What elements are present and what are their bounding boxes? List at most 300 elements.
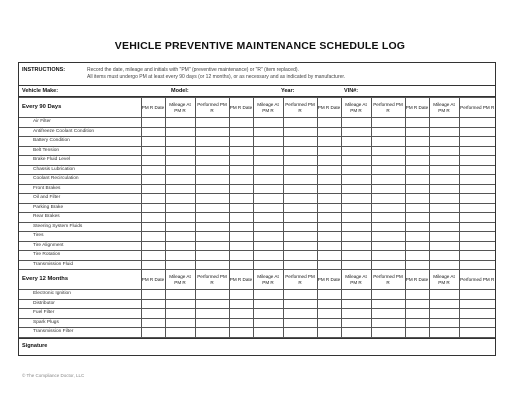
log-entry-cell[interactable] xyxy=(253,137,283,147)
log-entry-cell[interactable] xyxy=(195,290,229,300)
log-entry-cell[interactable] xyxy=(405,137,429,147)
log-entry-cell[interactable] xyxy=(141,251,165,261)
log-entry-cell[interactable] xyxy=(165,251,195,261)
log-entry-cell[interactable] xyxy=(371,232,405,242)
log-entry-cell[interactable] xyxy=(459,309,495,319)
log-entry-cell[interactable] xyxy=(459,232,495,242)
log-entry-cell[interactable] xyxy=(459,118,495,128)
log-entry-cell[interactable] xyxy=(317,156,341,166)
log-entry-cell[interactable] xyxy=(253,222,283,232)
log-entry-cell[interactable] xyxy=(429,203,459,213)
log-entry-cell[interactable] xyxy=(229,146,253,156)
log-entry-cell[interactable] xyxy=(405,118,429,128)
log-entry-cell[interactable] xyxy=(341,232,371,242)
maintenance-item-label: Tire Rotation xyxy=(19,251,141,261)
section-label: Every 90 Days xyxy=(19,98,141,118)
log-entry-cell[interactable] xyxy=(459,156,495,166)
log-entry-cell[interactable] xyxy=(229,213,253,223)
log-entry-cell[interactable] xyxy=(229,299,253,309)
log-entry-cell[interactable] xyxy=(341,184,371,194)
table-row xyxy=(19,328,495,338)
log-entry-cell[interactable] xyxy=(253,184,283,194)
page-title: VEHICLE PREVENTIVE MAINTENANCE SCHEDULE LOG xyxy=(114,40,406,52)
log-entry-cell[interactable] xyxy=(459,290,495,300)
log-entry-cell[interactable] xyxy=(165,260,195,270)
log-entry-cell[interactable] xyxy=(195,184,229,194)
log-entry-cell[interactable] xyxy=(317,213,341,223)
log-entry-cell[interactable] xyxy=(195,241,229,251)
log-entry-cell[interactable] xyxy=(405,251,429,261)
log-entry-cell[interactable] xyxy=(371,184,405,194)
log-entry-cell[interactable] xyxy=(283,137,317,147)
log-entry-cell[interactable] xyxy=(405,194,429,204)
log-entry-cell[interactable] xyxy=(165,232,195,242)
log-entry-cell[interactable] xyxy=(229,118,253,128)
log-entry-cell[interactable] xyxy=(459,213,495,223)
maintenance-item-label: Chassis Lubrication xyxy=(19,165,141,175)
log-entry-cell[interactable] xyxy=(283,127,317,137)
section-header-row xyxy=(19,98,495,118)
log-entry-cell[interactable] xyxy=(253,260,283,270)
maintenance-item-label: Tire Alignment xyxy=(19,241,141,251)
log-entry-cell[interactable] xyxy=(165,222,195,232)
table-row xyxy=(19,127,495,137)
maintenance-item-label: Parking Brake xyxy=(19,203,141,213)
log-entry-cell[interactable] xyxy=(195,251,229,261)
log-entry-cell[interactable] xyxy=(341,318,371,328)
log-entry-cell[interactable] xyxy=(317,165,341,175)
log-entry-cell[interactable] xyxy=(429,175,459,185)
log-entry-cell[interactable] xyxy=(283,299,317,309)
log-entry-cell[interactable] xyxy=(459,328,495,338)
log-entry-cell[interactable] xyxy=(165,318,195,328)
log-entry-cell[interactable] xyxy=(459,260,495,270)
log-entry-cell[interactable] xyxy=(371,318,405,328)
log-entry-cell[interactable] xyxy=(141,146,165,156)
log-entry-cell[interactable] xyxy=(371,165,405,175)
log-entry-cell[interactable] xyxy=(429,232,459,242)
table-row xyxy=(19,309,495,319)
log-entry-cell[interactable] xyxy=(195,137,229,147)
log-entry-cell[interactable] xyxy=(229,165,253,175)
log-entry-cell[interactable] xyxy=(195,232,229,242)
log-entry-cell[interactable] xyxy=(459,251,495,261)
maintenance-item-label: Transmission Fluid xyxy=(19,260,141,270)
column-header: Mileage At PM R xyxy=(429,270,459,290)
log-entry-cell[interactable] xyxy=(229,290,253,300)
log-entry-cell[interactable] xyxy=(459,184,495,194)
log-entry-cell[interactable] xyxy=(341,260,371,270)
log-entry-cell[interactable] xyxy=(229,241,253,251)
log-entry-cell[interactable] xyxy=(253,156,283,166)
log-entry-cell[interactable] xyxy=(371,203,405,213)
log-entry-cell[interactable] xyxy=(459,318,495,328)
log-entry-cell[interactable] xyxy=(229,251,253,261)
maintenance-item-label: Antifreeze Coolant Condition xyxy=(19,127,141,137)
log-entry-cell[interactable] xyxy=(283,328,317,338)
log-entry-cell[interactable] xyxy=(429,290,459,300)
log-entry-cell[interactable] xyxy=(429,118,459,128)
log-entry-cell[interactable] xyxy=(141,241,165,251)
log-entry-cell[interactable] xyxy=(195,146,229,156)
column-header: PM R Date xyxy=(317,270,341,290)
log-entry-cell[interactable] xyxy=(195,260,229,270)
log-entry-cell[interactable] xyxy=(141,318,165,328)
log-entry-cell[interactable] xyxy=(195,213,229,223)
log-entry-cell[interactable] xyxy=(195,194,229,204)
log-entry-cell[interactable] xyxy=(405,213,429,223)
log-entry-cell[interactable] xyxy=(371,175,405,185)
log-entry-cell[interactable] xyxy=(229,127,253,137)
vehicle-vin-label: VIN#: xyxy=(344,88,359,94)
log-entry-cell[interactable] xyxy=(459,241,495,251)
log-entry-cell[interactable] xyxy=(165,290,195,300)
log-entry-cell[interactable] xyxy=(371,137,405,147)
log-entry-cell[interactable] xyxy=(141,156,165,166)
table-row xyxy=(19,146,495,156)
log-entry-cell[interactable] xyxy=(253,290,283,300)
log-entry-cell[interactable] xyxy=(141,203,165,213)
column-header: PM R Date xyxy=(405,270,429,290)
maintenance-item-label: Rear Brakes xyxy=(19,213,141,223)
log-entry-cell[interactable] xyxy=(341,175,371,185)
log-entry-cell[interactable] xyxy=(141,213,165,223)
log-entry-cell[interactable] xyxy=(141,127,165,137)
log-entry-cell[interactable] xyxy=(253,232,283,242)
log-entry-cell[interactable] xyxy=(429,260,459,270)
log-entry-cell[interactable] xyxy=(317,194,341,204)
log-entry-cell[interactable] xyxy=(195,156,229,166)
column-header: Performed PM R xyxy=(195,98,229,118)
column-header: Performed PM R xyxy=(283,270,317,290)
log-entry-cell[interactable] xyxy=(405,222,429,232)
log-entry-cell[interactable] xyxy=(341,309,371,319)
vehicle-make-label: Vehicle Make: xyxy=(22,88,59,94)
log-entry-cell[interactable] xyxy=(317,328,341,338)
log-entry-cell[interactable] xyxy=(405,290,429,300)
table-row xyxy=(19,165,495,175)
log-entry-cell[interactable] xyxy=(195,299,229,309)
log-entry-cell[interactable] xyxy=(429,241,459,251)
log-entry-cell[interactable] xyxy=(341,127,371,137)
log-entry-cell[interactable] xyxy=(317,318,341,328)
log-entry-cell[interactable] xyxy=(229,309,253,319)
column-header: Performed PM R xyxy=(459,98,495,118)
column-header: PM R Date xyxy=(405,98,429,118)
maintenance-item-label: Transmission Filter xyxy=(19,328,141,338)
log-entry-cell[interactable] xyxy=(459,146,495,156)
log-entry-cell[interactable] xyxy=(317,260,341,270)
maintenance-item-label: Electronic Ignition xyxy=(19,290,141,300)
log-entry-cell[interactable] xyxy=(371,328,405,338)
log-entry-cell[interactable] xyxy=(459,203,495,213)
signature-row xyxy=(19,338,495,355)
log-entry-cell[interactable] xyxy=(253,213,283,223)
log-entry-cell[interactable] xyxy=(141,184,165,194)
log-entry-cell[interactable] xyxy=(341,213,371,223)
log-entry-cell[interactable] xyxy=(253,175,283,185)
log-entry-cell[interactable] xyxy=(195,165,229,175)
log-entry-cell[interactable] xyxy=(429,309,459,319)
log-entry-cell[interactable] xyxy=(283,251,317,261)
table-row xyxy=(19,290,495,300)
log-entry-cell[interactable] xyxy=(317,232,341,242)
log-entry-cell[interactable] xyxy=(405,127,429,137)
log-entry-cell[interactable] xyxy=(405,203,429,213)
log-entry-cell[interactable] xyxy=(405,184,429,194)
log-entry-cell[interactable] xyxy=(317,203,341,213)
log-entry-cell[interactable] xyxy=(283,146,317,156)
log-entry-cell[interactable] xyxy=(141,328,165,338)
signature-label: Signature xyxy=(22,342,48,349)
maintenance-item-label: Tires xyxy=(19,232,141,242)
log-entry-cell[interactable] xyxy=(165,146,195,156)
column-header: Mileage At PM R xyxy=(253,270,283,290)
log-entry-cell[interactable] xyxy=(371,127,405,137)
log-entry-cell[interactable] xyxy=(405,318,429,328)
log-entry-cell[interactable] xyxy=(195,203,229,213)
log-entry-cell[interactable] xyxy=(459,194,495,204)
log-entry-cell[interactable] xyxy=(341,328,371,338)
log-entry-cell[interactable] xyxy=(283,203,317,213)
maintenance-item-label: Air Filter xyxy=(19,118,141,128)
log-entry-cell[interactable] xyxy=(459,175,495,185)
table-row xyxy=(19,260,495,270)
log-entry-cell[interactable] xyxy=(317,309,341,319)
log-entry-cell[interactable] xyxy=(371,156,405,166)
log-entry-cell[interactable] xyxy=(253,318,283,328)
table-row xyxy=(19,318,495,328)
log-entry-cell[interactable] xyxy=(371,118,405,128)
log-entry-cell[interactable] xyxy=(165,137,195,147)
log-entry-cell[interactable] xyxy=(141,290,165,300)
log-entry-cell[interactable] xyxy=(229,260,253,270)
instructions-label: INSTRUCTIONS: xyxy=(22,67,66,73)
log-entry-cell[interactable] xyxy=(229,318,253,328)
log-entry-cell[interactable] xyxy=(253,118,283,128)
log-entry-cell[interactable] xyxy=(405,165,429,175)
log-entry-cell[interactable] xyxy=(253,127,283,137)
log-entry-cell[interactable] xyxy=(429,251,459,261)
log-entry-cell[interactable] xyxy=(141,165,165,175)
table-row xyxy=(19,251,495,261)
log-entry-cell[interactable] xyxy=(283,309,317,319)
log-entry-cell[interactable] xyxy=(229,203,253,213)
log-entry-cell[interactable] xyxy=(165,175,195,185)
log-entry-cell[interactable] xyxy=(429,328,459,338)
log-entry-cell[interactable] xyxy=(141,137,165,147)
log-entry-cell[interactable] xyxy=(195,318,229,328)
log-entry-cell[interactable] xyxy=(429,299,459,309)
log-entry-cell[interactable] xyxy=(371,241,405,251)
log-entry-cell[interactable] xyxy=(459,165,495,175)
log-entry-cell[interactable] xyxy=(405,328,429,338)
log-entry-cell[interactable] xyxy=(371,309,405,319)
log-entry-cell[interactable] xyxy=(229,137,253,147)
log-entry-cell[interactable] xyxy=(253,203,283,213)
log-entry-cell[interactable] xyxy=(141,175,165,185)
log-entry-cell[interactable] xyxy=(253,299,283,309)
maintenance-log-sheet xyxy=(18,62,496,356)
log-entry-cell[interactable] xyxy=(317,175,341,185)
column-header: Performed PM R xyxy=(195,270,229,290)
log-entry-cell[interactable] xyxy=(405,175,429,185)
log-entry-cell[interactable] xyxy=(229,156,253,166)
vehicle-year-label: Year: xyxy=(281,88,295,94)
log-entry-cell[interactable] xyxy=(317,184,341,194)
log-entry-cell[interactable] xyxy=(229,184,253,194)
instructions-box xyxy=(19,63,495,86)
log-entry-cell[interactable] xyxy=(317,137,341,147)
log-entry-cell[interactable] xyxy=(429,318,459,328)
log-entry-cell[interactable] xyxy=(341,222,371,232)
column-header: PM R Date xyxy=(229,270,253,290)
log-entry-cell[interactable] xyxy=(317,251,341,261)
log-entry-cell[interactable] xyxy=(341,241,371,251)
log-entry-cell[interactable] xyxy=(229,232,253,242)
log-entry-cell[interactable] xyxy=(253,241,283,251)
log-entry-cell[interactable] xyxy=(283,222,317,232)
log-entry-cell[interactable] xyxy=(165,309,195,319)
table-row xyxy=(19,194,495,204)
log-entry-cell[interactable] xyxy=(165,328,195,338)
log-entry-cell[interactable] xyxy=(371,290,405,300)
log-entry-cell[interactable] xyxy=(459,222,495,232)
log-entry-cell[interactable] xyxy=(317,299,341,309)
log-entry-cell[interactable] xyxy=(195,118,229,128)
log-entry-cell[interactable] xyxy=(341,146,371,156)
log-entry-cell[interactable] xyxy=(253,328,283,338)
log-entry-cell[interactable] xyxy=(405,299,429,309)
log-entry-cell[interactable] xyxy=(195,175,229,185)
log-entry-cell[interactable] xyxy=(229,328,253,338)
log-entry-cell[interactable] xyxy=(283,156,317,166)
log-entry-cell[interactable] xyxy=(405,309,429,319)
log-entry-cell[interactable] xyxy=(165,165,195,175)
log-entry-cell[interactable] xyxy=(317,290,341,300)
maintenance-item-label: Coolant Recirculation xyxy=(19,175,141,185)
log-entry-cell[interactable] xyxy=(341,118,371,128)
log-entry-cell[interactable] xyxy=(371,194,405,204)
log-entry-cell[interactable] xyxy=(253,194,283,204)
log-entry-cell[interactable] xyxy=(141,194,165,204)
log-entry-cell[interactable] xyxy=(229,222,253,232)
log-entry-cell[interactable] xyxy=(459,127,495,137)
log-entry-cell[interactable] xyxy=(429,146,459,156)
log-entry-cell[interactable] xyxy=(253,251,283,261)
log-entry-cell[interactable] xyxy=(341,290,371,300)
log-entry-cell[interactable] xyxy=(165,156,195,166)
log-entry-cell[interactable] xyxy=(195,328,229,338)
log-entry-cell[interactable] xyxy=(405,232,429,242)
log-entry-cell[interactable] xyxy=(371,299,405,309)
log-entry-cell[interactable] xyxy=(283,118,317,128)
log-entry-cell[interactable] xyxy=(341,194,371,204)
log-entry-cell[interactable] xyxy=(165,194,195,204)
log-entry-cell[interactable] xyxy=(253,165,283,175)
log-entry-cell[interactable] xyxy=(165,203,195,213)
log-entry-cell[interactable] xyxy=(341,251,371,261)
log-entry-cell[interactable] xyxy=(141,232,165,242)
log-entry-cell[interactable] xyxy=(165,127,195,137)
log-entry-cell[interactable] xyxy=(405,260,429,270)
column-header: Performed PM R xyxy=(283,98,317,118)
log-entry-cell[interactable] xyxy=(141,118,165,128)
log-entry-cell[interactable] xyxy=(317,146,341,156)
log-entry-cell[interactable] xyxy=(429,156,459,166)
log-entry-cell[interactable] xyxy=(229,175,253,185)
log-entry-cell[interactable] xyxy=(195,222,229,232)
log-entry-cell[interactable] xyxy=(141,299,165,309)
log-entry-cell[interactable] xyxy=(195,127,229,137)
log-entry-cell[interactable] xyxy=(371,213,405,223)
log-entry-cell[interactable] xyxy=(165,299,195,309)
log-entry-cell[interactable] xyxy=(195,309,229,319)
maintenance-item-label: Belt Tension xyxy=(19,146,141,156)
log-entry-cell[interactable] xyxy=(341,165,371,175)
log-entry-cell[interactable] xyxy=(371,260,405,270)
log-entry-cell[interactable] xyxy=(341,137,371,147)
log-entry-cell[interactable] xyxy=(283,260,317,270)
log-entry-cell[interactable] xyxy=(317,241,341,251)
log-entry-cell[interactable] xyxy=(429,137,459,147)
log-entry-cell[interactable] xyxy=(459,137,495,147)
log-entry-cell[interactable] xyxy=(165,213,195,223)
log-entry-cell[interactable] xyxy=(371,146,405,156)
log-entry-cell[interactable] xyxy=(405,146,429,156)
log-entry-cell[interactable] xyxy=(283,213,317,223)
log-entry-cell[interactable] xyxy=(371,251,405,261)
log-entry-cell[interactable] xyxy=(165,241,195,251)
log-entry-cell[interactable] xyxy=(429,127,459,137)
log-entry-cell[interactable] xyxy=(371,222,405,232)
table-row xyxy=(19,203,495,213)
log-entry-cell[interactable] xyxy=(429,222,459,232)
log-entry-cell[interactable] xyxy=(165,118,195,128)
log-entry-cell[interactable] xyxy=(341,156,371,166)
log-entry-cell[interactable] xyxy=(429,194,459,204)
log-entry-cell[interactable] xyxy=(141,260,165,270)
log-entry-cell[interactable] xyxy=(283,232,317,242)
log-entry-cell[interactable] xyxy=(405,241,429,251)
log-entry-cell[interactable] xyxy=(253,309,283,319)
log-entry-cell[interactable] xyxy=(141,309,165,319)
log-entry-cell[interactable] xyxy=(459,299,495,309)
log-entry-cell[interactable] xyxy=(283,318,317,328)
log-entry-cell[interactable] xyxy=(341,299,371,309)
log-entry-cell[interactable] xyxy=(341,203,371,213)
log-entry-cell[interactable] xyxy=(283,184,317,194)
log-entry-cell[interactable] xyxy=(317,118,341,128)
log-entry-cell[interactable] xyxy=(283,194,317,204)
log-entry-cell[interactable] xyxy=(253,146,283,156)
log-entry-cell[interactable] xyxy=(429,165,459,175)
column-header: Performed PM R xyxy=(459,270,495,290)
log-entry-cell[interactable] xyxy=(429,184,459,194)
log-entry-cell[interactable] xyxy=(141,222,165,232)
log-entry-cell[interactable] xyxy=(317,127,341,137)
log-entry-cell[interactable] xyxy=(283,241,317,251)
log-entry-cell[interactable] xyxy=(405,156,429,166)
log-entry-cell[interactable] xyxy=(165,184,195,194)
table-row xyxy=(19,241,495,251)
log-entry-cell[interactable] xyxy=(229,194,253,204)
log-entry-cell[interactable] xyxy=(283,290,317,300)
log-entry-cell[interactable] xyxy=(429,213,459,223)
log-entry-cell[interactable] xyxy=(283,165,317,175)
log-entry-cell[interactable] xyxy=(283,175,317,185)
log-entry-cell[interactable] xyxy=(317,222,341,232)
